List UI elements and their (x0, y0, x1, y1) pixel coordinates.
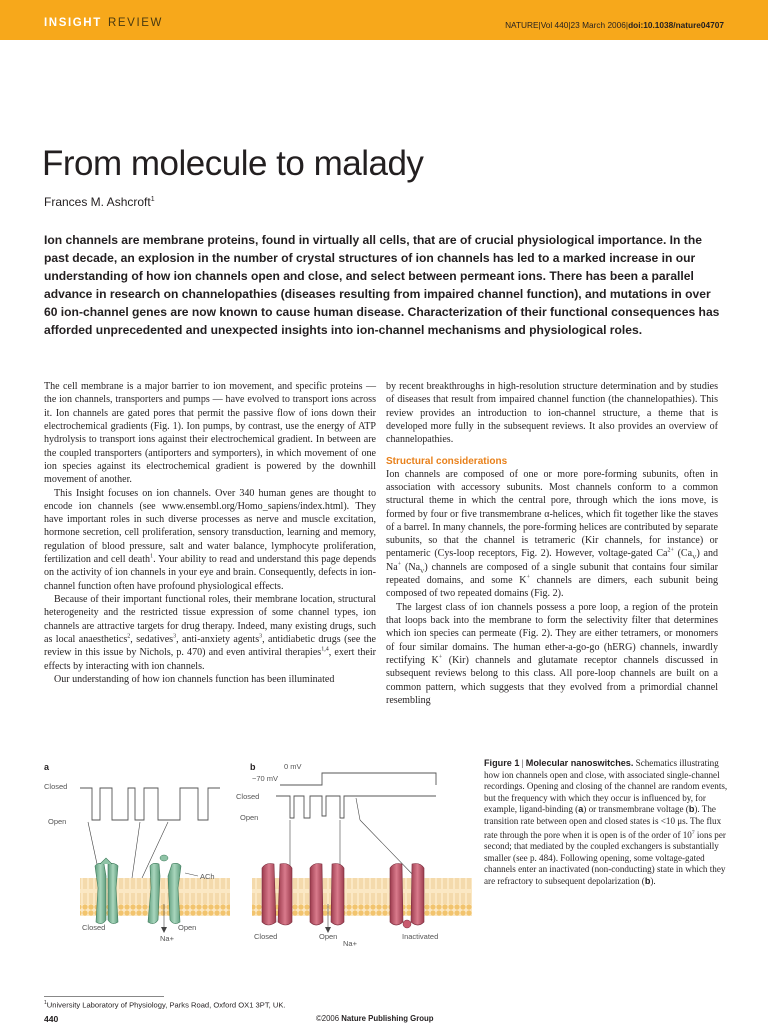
article-title: From molecule to malady (42, 144, 424, 183)
copyright: ©2006 Nature Publishing Group (316, 1014, 434, 1023)
figure-caption: Figure 1 | Molecular nanoswitches. Schematics illustrating how ion channels open and close, with associated single-channel recordings. Opening and closing of the channel are random events, but the frequency with which they occur is influenced by, for example, ligand-binding (a) or transmembrane voltage (b). The transition rate between open and closed states is <10 μs. The flux rate through the pore when it is open is of the order of $10^7$ ions per second; that mediated by the coupled exchangers is substantially smaller (see p. 484). Following opening, some voltage-gated channels enter an inactivated (non-conducting) state in which they are refractory to subsequent depolarization (b). (484, 758, 728, 886)
footnote-rule (44, 996, 164, 997)
trace-closed-label: Closed (236, 792, 260, 801)
state-closed-label: Closed (82, 923, 106, 932)
section-heading: Structural considerations (386, 455, 508, 467)
state-closed-label: Closed (254, 932, 278, 941)
single-channel-trace-a (80, 788, 220, 820)
header-bar (0, 0, 768, 40)
paragraph: Because of their important functional roles, their membrane location, structural heterogeneity and the restricted tissue expression of some channel types, ion channels are attractive targets for drug therapy. Indeed, many existing drugs, such as local anaesthetics$^2$, sedatives$^3$, anti-anxiety agents$^3$, antidiabetic drugs (see the review in this issue by Nichols, p. 470) and even antiviral therapies$^{1,4}$, exert their effects by interacting with ion channels. (44, 594, 376, 672)
article-type: REVIEW (108, 17, 163, 29)
voltage-70mv-label: −70 mV (252, 774, 279, 783)
page-number: 440 (44, 1014, 59, 1024)
journal-citation: NATURE|Vol 440|23 March 2006|doi:10.1038/nature04707 (505, 20, 724, 30)
state-open-label: Open (178, 923, 197, 932)
body-column-left (44, 380, 376, 686)
paragraph: by recent breakthroughs in high-resolution structure determination and by studies of diseases that result from impaired channel function (the channelopathies). This review provides an introduction to ion-channel structure, a theme that is developed more fully in the subsequent reviews. It also provides an overview of channelopathies. (386, 381, 718, 446)
voltage-0mv-label: 0 mV (284, 762, 302, 771)
paragraph: Ion channels are composed of one or more pore-forming subunits, often in association with accessory subunits. Most channels conform to a common structural theme in which the central pore, through which the ions move, is formed by four or five transmembrane α-helices, which fit together like the staves of a barrel. In many channels, the pore-forming helices are contributed by separate subunits, so that the channel is tetrameric (Kir channels, for instance) or pentameric (Cys-loop receptors, Fig. 2). However, voltage-gated $Ca^{2+}$ $(Ca_V)$ and Na+ $(Na_V)$ channels are composed of a single subunit that contains four similar repeated domains, and some K+ channels are dimers, each subunit being composed of two repeated domains (Fig. 2). (386, 468, 718, 600)
doi[interactable]: doi:10.1038/nature04707 (628, 20, 724, 30)
trace-closed-label: Closed (44, 782, 68, 791)
figure-1 (40, 758, 476, 963)
abstract: Ion channels are membrane proteins, found in virtually all cells, that are of crucial physiological importance. In the past decade, an explosion in the number of crystal structures of ion channels has led to a marked increase in our understanding of how ion channels open and close, and select between permeant ions. There has been a parallel advance in research on channelopathies (diseases resulting from impaired channel function), and mutations in over 60 ion-channel genes are now known to cause human disease. Characterization of their functional consequences has afforded unprecedented and unexpected insights into ion-channel mechanisms and physiological roles. (44, 233, 720, 337)
ion-label: Na+ (343, 939, 357, 948)
trace-open-label: Open (240, 813, 259, 822)
panel-b-label: b (250, 762, 256, 772)
ach-label: ACh (200, 872, 215, 881)
paragraph: The largest class of ion channels possess a pore loop, a region of the protein that loops back into the membrane to form the selectivity filter that determines which ion species can permeate (Fig. 2). They are either tetramers, or monomers of four similar domains. The human ether-a-go-go (hERG) channels, inwardly rectifying K+ (Kir) channels and glutamate receptor channels discussed in subsequent reviews belong to this class. All pore-loop channels are built on a common pattern, which suggests that they evolved from a primordial channel resembling (386, 601, 718, 706)
ion-label: Na+ (160, 934, 174, 943)
trace-open-label: Open (48, 817, 67, 826)
paragraph: Our understanding of how ion channels function has been illuminated (54, 673, 335, 685)
paragraph: The cell membrane is a major barrier to ion movement, and specific proteins — the ion channels, transporters and pumps — have evolved to transport ions across it. Ion channels are gated pores that permit the passive flow of ions down their electrochemical gradients (Fig. 1). Ion pumps, by contrast, use the energy of ATP hydrolysis to transport ions against their electrochemical gradient. In between are the coupled transporters (antiporters and symporters), in which movement of one ion species against its electrochemical gradient is powered by the downhill movement of another. (44, 381, 376, 486)
author-line: Frances M. Ashcroft$^1$ (44, 195, 155, 209)
panel-a-label: a (44, 762, 50, 772)
affiliation-footnote: $^1$University Laboratory of Physiology, Parks Road, Oxford OX1 3PT, UK. (44, 1000, 286, 1010)
paragraph: This Insight focuses on ion channels. Over 340 human genes are thought to encode ion channels (see www.ensembl.org/Homo_sapiens/index.html). They have important roles in such diverse processes as nerve and muscle excitation, hormone secretion, cell proliferation, sensory transduction, learning and memory, regulation of blood pressure, salt and water balance, lymphocyte proliferation, fertilization and cell death$^1$. Your ability to read and understand this page depends on the activity of ion channels in your eye and brain. Consequently, defects in ion-channel function often have profound physiological effects. (44, 487, 377, 592)
body-column-right (386, 380, 718, 707)
state-open-label: Open (319, 932, 338, 941)
state-inactivated-label: Inactivated (402, 932, 439, 941)
section-label: INSIGHT (44, 17, 102, 29)
